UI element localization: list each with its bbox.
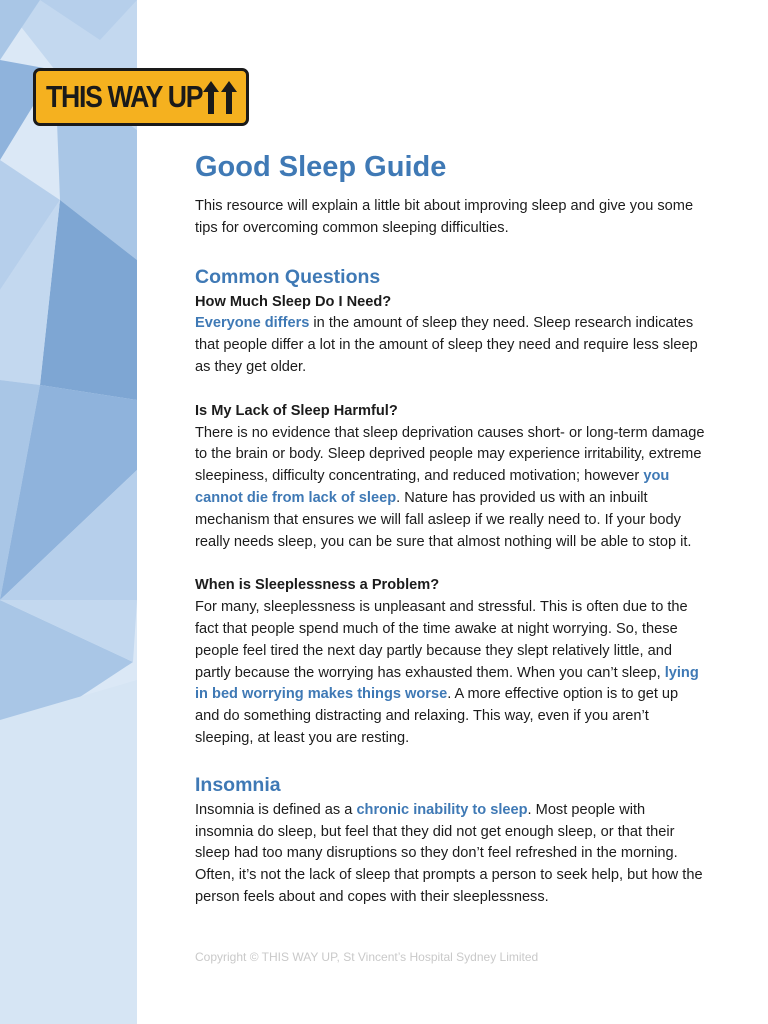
highlight-text: lying in bed worrying makes things worse bbox=[195, 664, 699, 703]
page-title: Good Sleep Guide bbox=[195, 151, 447, 183]
intro-paragraph: This resource will explain a little bit about improving sleep and give you some tips for overcoming common sleeping difficulties. bbox=[195, 198, 694, 236]
document-body bbox=[195, 148, 705, 909]
answer-paragraph-sleep-needed: Everyone differs in the amount of sleep they need. Sleep research indicates that people differ a lot in the amount of sleep they need and require less sleep as they get older. bbox=[195, 315, 698, 375]
question-heading-sleeplessness-problem: When is Sleeplessness a Problem? bbox=[195, 577, 440, 594]
answer-paragraph-sleeplessness-problem: For many, sleeplessness is unpleasant and stressful. This is often due to the fact that people spend much of the time awake at night worrying. So, these people feel tired the next day partly because they slept relatively little, and partly because the worrying has exhausted them. When you can’t sleep, lying in bed worrying makes things worse. A more effective option is to get up and do something distracting and relaxing. This way, even if you aren’t sleeping, at least you are resting. bbox=[195, 599, 699, 746]
logo-text: THIS WAY UP bbox=[46, 79, 203, 114]
insomnia-paragraph: Insomnia is defined as a chronic inability to sleep. Most people with insomnia do sleep, but feel that they did not get enough sleep, or that their sleep had too many disruptions so they don’t feel refreshed in the morning. Often, it’s not the lack of sleep that prompts a person to seek help, but how the person feels about and copes with their sleeplessness. bbox=[195, 801, 703, 905]
double-up-arrow-icon bbox=[203, 81, 237, 114]
highlight-text: chronic inability to sleep bbox=[356, 801, 528, 818]
copyright-footer: Copyright © THIS WAY UP, St Vincent’s Hospital Sydney Limited bbox=[195, 950, 539, 964]
this-way-up-logo bbox=[33, 68, 249, 126]
highlight-text: you cannot die from lack of sleep bbox=[195, 468, 670, 506]
section-heading-insomnia: Insomnia bbox=[195, 773, 281, 796]
question-heading-lack-of-sleep: Is My Lack of Sleep Harmful? bbox=[195, 402, 398, 419]
highlight-text: Everyone differs bbox=[195, 315, 310, 332]
decorative-polygon-art bbox=[0, 0, 137, 1024]
question-heading-sleep-needed: How Much Sleep Do I Need? bbox=[195, 293, 392, 310]
answer-paragraph-lack-of-sleep: There is no evidence that sleep deprivation causes short- or long-term damage to the brain or body. Sleep deprived people may experience irritability, extreme sleepiness, difficulty concentrating, and reduced motivation; however you cannot die from lack of sleep. Nature has provided us with an inbuilt mechanism that ensures we will fall asleep if we really need to. If your body really needs sleep, you can be sure that almost nothing will be able to stop it. bbox=[195, 424, 705, 550]
section-heading-common-questions: Common Questions bbox=[195, 265, 381, 288]
